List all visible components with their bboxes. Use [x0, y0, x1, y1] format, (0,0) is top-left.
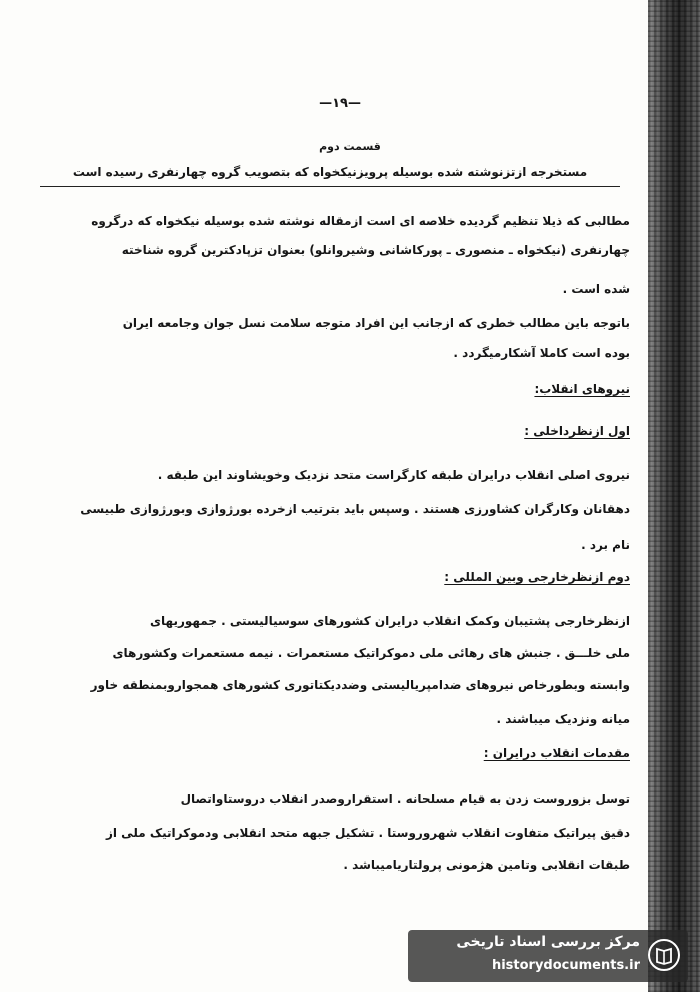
paragraph-1-line-2: چهارنفری (نیکخواه ـ منصوری ـ پورکاشانی وشیروانلو) بعنوان تزپادکترین گروه شناخته: [121, 243, 630, 257]
external-line-1: ازنظرخارجی پشتیبان وکمک انقلاب درایران کشورهای سوسیالیستی . جمهوریهای: [150, 614, 630, 628]
watermark-url: historydocuments.ir: [491, 958, 640, 973]
watermark-title: مرکز بررسی اسناد تاریخی: [456, 934, 640, 950]
paragraph-1-line-3: شده است .: [562, 282, 630, 296]
external-line-4: میانه ونزدیک میباشند .: [496, 712, 630, 726]
paragraph-2-line-1: باتوجه باین مطالب خطری که ازجانب این افراد متوجه سلامت نسل جوان وجامعه ایران: [122, 316, 630, 330]
paragraph-2-line-2: بوده است کاملا آشکارمیگردد .: [453, 346, 630, 360]
document-heading: مستخرجه ازتزنوشته شده بوسیله پرویزنیکخواه که بتصویب گروه چهارنفری رسیده است: [72, 165, 588, 179]
subheading-revolution-forces: نیروهای انقلاب:: [534, 382, 630, 396]
subheading-internal-view: اول ازنظرداخلی :: [524, 424, 630, 438]
heading-underline: [40, 186, 620, 187]
scan-edge: [648, 0, 700, 992]
external-line-2: ملی خلـــق . جنبش های رهائی ملی دموکراتیک مستعمرات . نیمه مستعمرات وکشورهای: [112, 646, 630, 660]
page-number: —۱۹—: [319, 96, 361, 111]
paragraph-1-line-1: مطالبی که ذیلا تنظیم گردیده خلاصه ای است ازمقاله نوشته شده بوسیله نیکخواه که درگروه: [91, 214, 630, 228]
internal-line-1: نیروی اصلی انقلاب درایران طبقه کارگراست متحد نزدیک وخویشاوند این طبقه .: [157, 468, 630, 482]
internal-line-2: دهقانان وکارگران کشاورزی هستند . وسپس باید بترتیب ازخرده بورژوازی وبورژوازی طبیسی: [80, 502, 630, 516]
preliminaries-line-1: توسل بزوروست زدن به قیام مسلحانه . استقراروصدر انقلاب دروستاواتصال: [180, 792, 630, 806]
section-label: قسمت دوم: [319, 140, 381, 153]
watermark: [408, 930, 688, 982]
subheading-external-view: دوم ازنظرخارجی وبین المللی :: [444, 570, 630, 584]
subheading-revolution-preliminaries: مقدمات انقلاب درایران :: [483, 746, 630, 760]
book-seal-icon: [648, 938, 680, 972]
preliminaries-line-2: دقیق پیراتیک متفاوت انقلاب شهروروستا . تشکیل جبهه متحد انقلابی ودموکراتیک ملی از: [105, 826, 630, 840]
external-line-3: وابسته وبطورخاص نیروهای ضدامپریالیستی وضددیکتاتوری کشورهای همجواروبمنطقه خاور: [90, 678, 630, 692]
internal-line-3: نام برد .: [581, 538, 630, 552]
preliminaries-line-3: طبقات انقلابی وتامین هژمونی پرولتاریامیباشد .: [343, 858, 630, 872]
